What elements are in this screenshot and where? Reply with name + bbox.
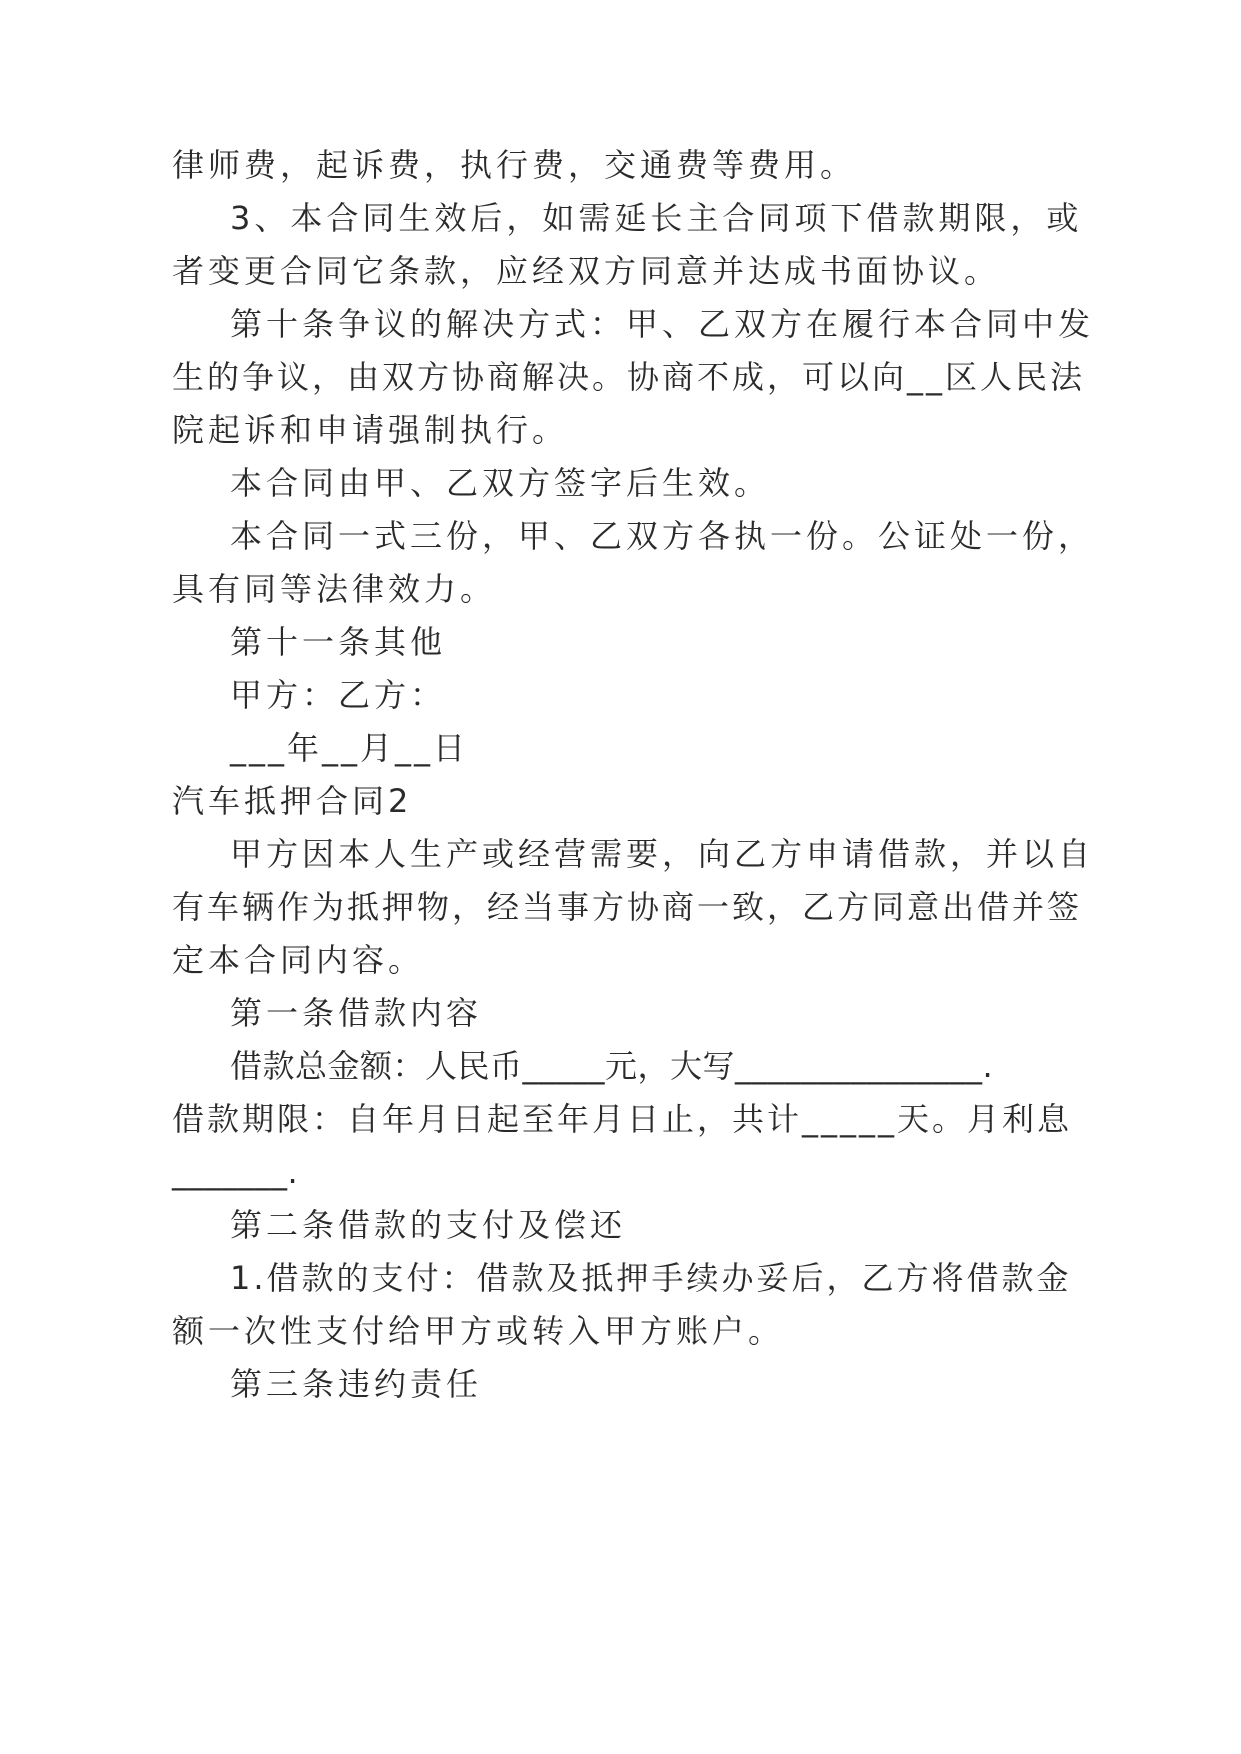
text-line: _______.: [172, 1153, 299, 1191]
document-title: 汽车抵押合同2: [172, 782, 413, 820]
section-heading: 第十一条其他: [230, 623, 447, 661]
text-line: 院起诉和申请强制执行。: [172, 411, 569, 449]
text-line: 律师费，起诉费，执行费，交通费等费用。: [172, 146, 857, 184]
text-line: 有车辆作为抵押物，经当事方协商一致，乙方同意出借并签: [172, 888, 1083, 926]
section-heading: 第二条借款的支付及偿还: [230, 1206, 627, 1244]
text-line: 3、本合同生效后，如需延长主合同项下借款期限，或: [230, 199, 1083, 237]
text-line: 借款期限：自年月日起至年月日止，共计_____天。月利息: [172, 1100, 1073, 1138]
signature-line: 甲方：乙方：: [230, 676, 447, 714]
text-line: 生的争议，由双方协商解决。协商不成，可以向__区人民法: [172, 358, 1086, 396]
text-line: 者变更合同它条款，应经双方同意并达成书面协议。: [172, 252, 1001, 290]
text-line: 本合同由甲、乙双方签字后生效。: [230, 464, 771, 502]
text-line: 借款总金额：人民币_____元，大写_______________.: [230, 1047, 994, 1085]
date-line: ___年__月__日: [230, 729, 469, 767]
section-heading: 第一条借款内容: [230, 994, 483, 1032]
text-line: 甲方因本人生产或经营需要，向乙方申请借款，并以自: [230, 835, 1095, 873]
text-line: 第十条争议的解决方式：甲、乙双方在履行本合同中发: [230, 305, 1095, 343]
section-heading: 第三条违约责任: [230, 1365, 483, 1403]
text-line: 定本合同内容。: [172, 941, 425, 979]
text-line: 1.借款的支付：借款及抵押手续办妥后，乙方将借款金: [230, 1259, 1072, 1297]
text-line: 额一次性支付给甲方或转入甲方账户。: [172, 1312, 785, 1350]
text-line: 具有同等法律效力。: [172, 570, 497, 608]
text-line: 本合同一式三份，甲、乙双方各执一份。公证处一份，: [230, 517, 1095, 555]
